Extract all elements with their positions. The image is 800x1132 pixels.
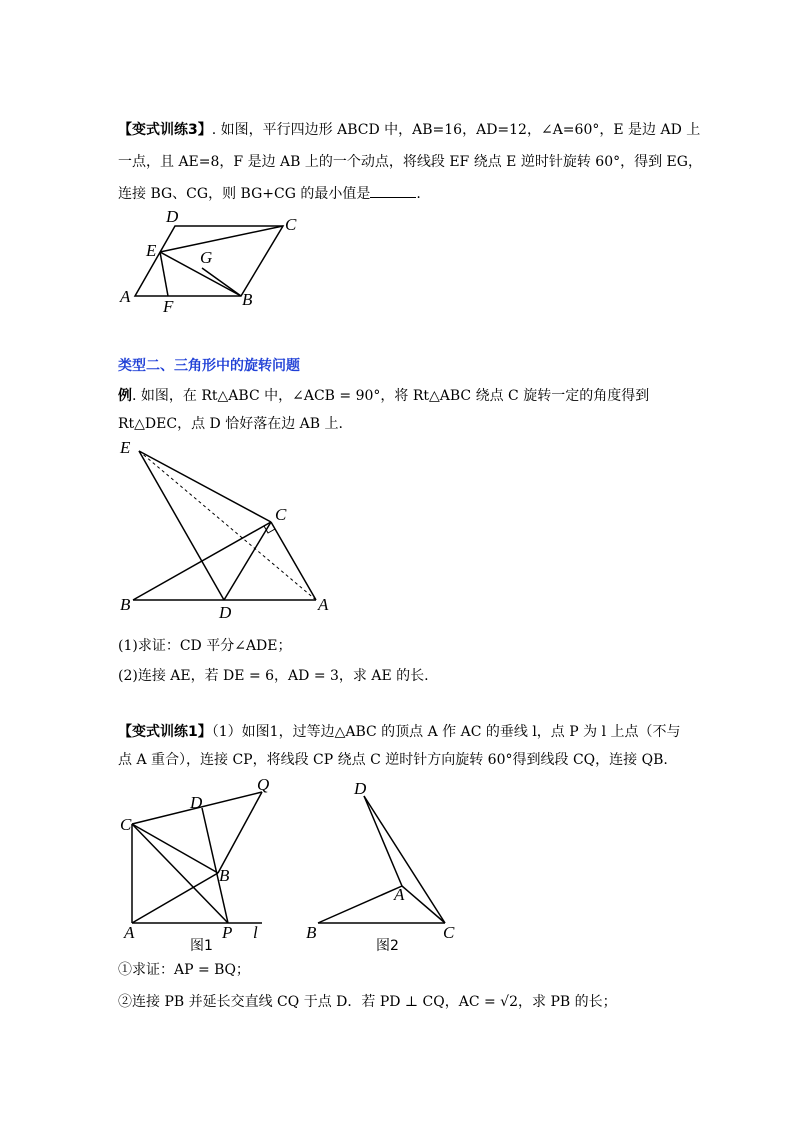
exercise-3-tag: 【变式训练3】 bbox=[118, 122, 212, 138]
segment-ac4 bbox=[402, 886, 445, 923]
exercise-3-text-1: . 如图，平行四边形 ABCD 中，AB=16，AD=12，∠A=60°，E 是边 AD 上 bbox=[211, 122, 701, 138]
exercise-1-line-2: 点 A 重合），连接 CP，将线段 CP 绕点 C 逆时针方向旋转 60°得到线段 CQ，连接 QB. bbox=[118, 752, 668, 768]
label-f: F bbox=[163, 297, 174, 316]
label-l3: l bbox=[253, 923, 258, 942]
example-line-1 bbox=[118, 386, 649, 406]
segment-qb3 bbox=[218, 792, 262, 873]
exercise-1-text-1: （1）如图1，过等边△ABC 的顶点 A 作 AC 的垂线 l，点 P 为 l 上点（不与 bbox=[211, 724, 681, 740]
label-a2: A bbox=[318, 595, 329, 614]
segment-cb3 bbox=[132, 824, 218, 873]
exercise-1-tag: 【变式训练1】 bbox=[118, 724, 212, 740]
label-c: C bbox=[285, 215, 297, 234]
rotation-figure bbox=[133, 451, 316, 600]
question-1: (1)求证：CD 平分∠ADE； bbox=[118, 638, 292, 654]
figure-1-caption: 图1 bbox=[190, 938, 213, 954]
segment-cp3 bbox=[132, 824, 228, 923]
figure-1-labels bbox=[120, 775, 269, 954]
label-d: D bbox=[166, 207, 179, 226]
segment-da4 bbox=[364, 796, 402, 886]
figure-2-labels bbox=[306, 779, 455, 954]
example-tag: 例 bbox=[118, 388, 132, 404]
segment-ef bbox=[160, 252, 168, 296]
section-heading: 类型二、三角形中的旋转问题 bbox=[118, 358, 300, 374]
label-a3: A bbox=[124, 923, 135, 942]
segment-dc bbox=[224, 522, 271, 600]
label-b4: B bbox=[306, 923, 317, 942]
label-a: A bbox=[120, 287, 131, 306]
rotation-labels bbox=[119, 438, 329, 622]
segment-ca bbox=[271, 522, 316, 600]
label-b3: B bbox=[219, 866, 230, 885]
figure-2-triangles bbox=[318, 796, 445, 923]
label-d2: D bbox=[219, 603, 232, 622]
subquestion-1: ①求证：AP = BQ； bbox=[118, 962, 250, 978]
exercise-3-end: . bbox=[416, 186, 421, 202]
segment-dc4 bbox=[364, 796, 445, 923]
label-c2: C bbox=[275, 505, 287, 524]
label-d4: D bbox=[354, 779, 367, 798]
segment-ab3 bbox=[132, 873, 218, 923]
label-c3: C bbox=[120, 815, 132, 834]
exercise-3-text-3: 连接 BG、CG，则 BG+CG 的最小值是 bbox=[118, 186, 371, 202]
segment-ba4 bbox=[318, 886, 402, 923]
subquestion-2: ②连接 PB 并延长交直线 CQ 于点 D．若 PD ⊥ CQ，AC = √2，求 PB 的长； bbox=[118, 994, 617, 1010]
example-line-2: Rt△DEC，点 D 恰好落在边 AB 上. bbox=[118, 416, 343, 432]
label-p3: P bbox=[222, 923, 233, 942]
exercise-1-line-1 bbox=[118, 722, 681, 742]
label-e2: E bbox=[120, 438, 131, 457]
label-c4: C bbox=[443, 923, 455, 942]
figure-2-caption: 图2 bbox=[376, 938, 399, 954]
label-b2: B bbox=[120, 595, 131, 614]
dashed-segment-ea bbox=[139, 451, 316, 600]
segment-ec bbox=[160, 226, 283, 252]
parallelogram-labels bbox=[119, 207, 297, 316]
label-e: E bbox=[146, 241, 157, 260]
segment-gb bbox=[202, 268, 241, 296]
example-text-1: . 如图，在 Rt△ABC 中，∠ACB = 90°，将 Rt△ABC 绕点 C 旋转一定的角度得到 bbox=[132, 388, 650, 404]
question-2: (2)连接 AE，若 DE = 6，AD = 3，求 AE 的长. bbox=[118, 668, 429, 684]
label-b: B bbox=[242, 290, 253, 309]
label-q3: Q bbox=[257, 775, 270, 794]
exercise-3-line-2: 一点，且 AE=8，F 是边 AB 上的一个动点，将线段 EF 绕点 E 逆时针旋转 60°，得到 EG， bbox=[118, 154, 702, 170]
label-g: G bbox=[200, 248, 213, 267]
label-a4: A bbox=[394, 885, 405, 904]
label-d3: D bbox=[190, 793, 203, 812]
